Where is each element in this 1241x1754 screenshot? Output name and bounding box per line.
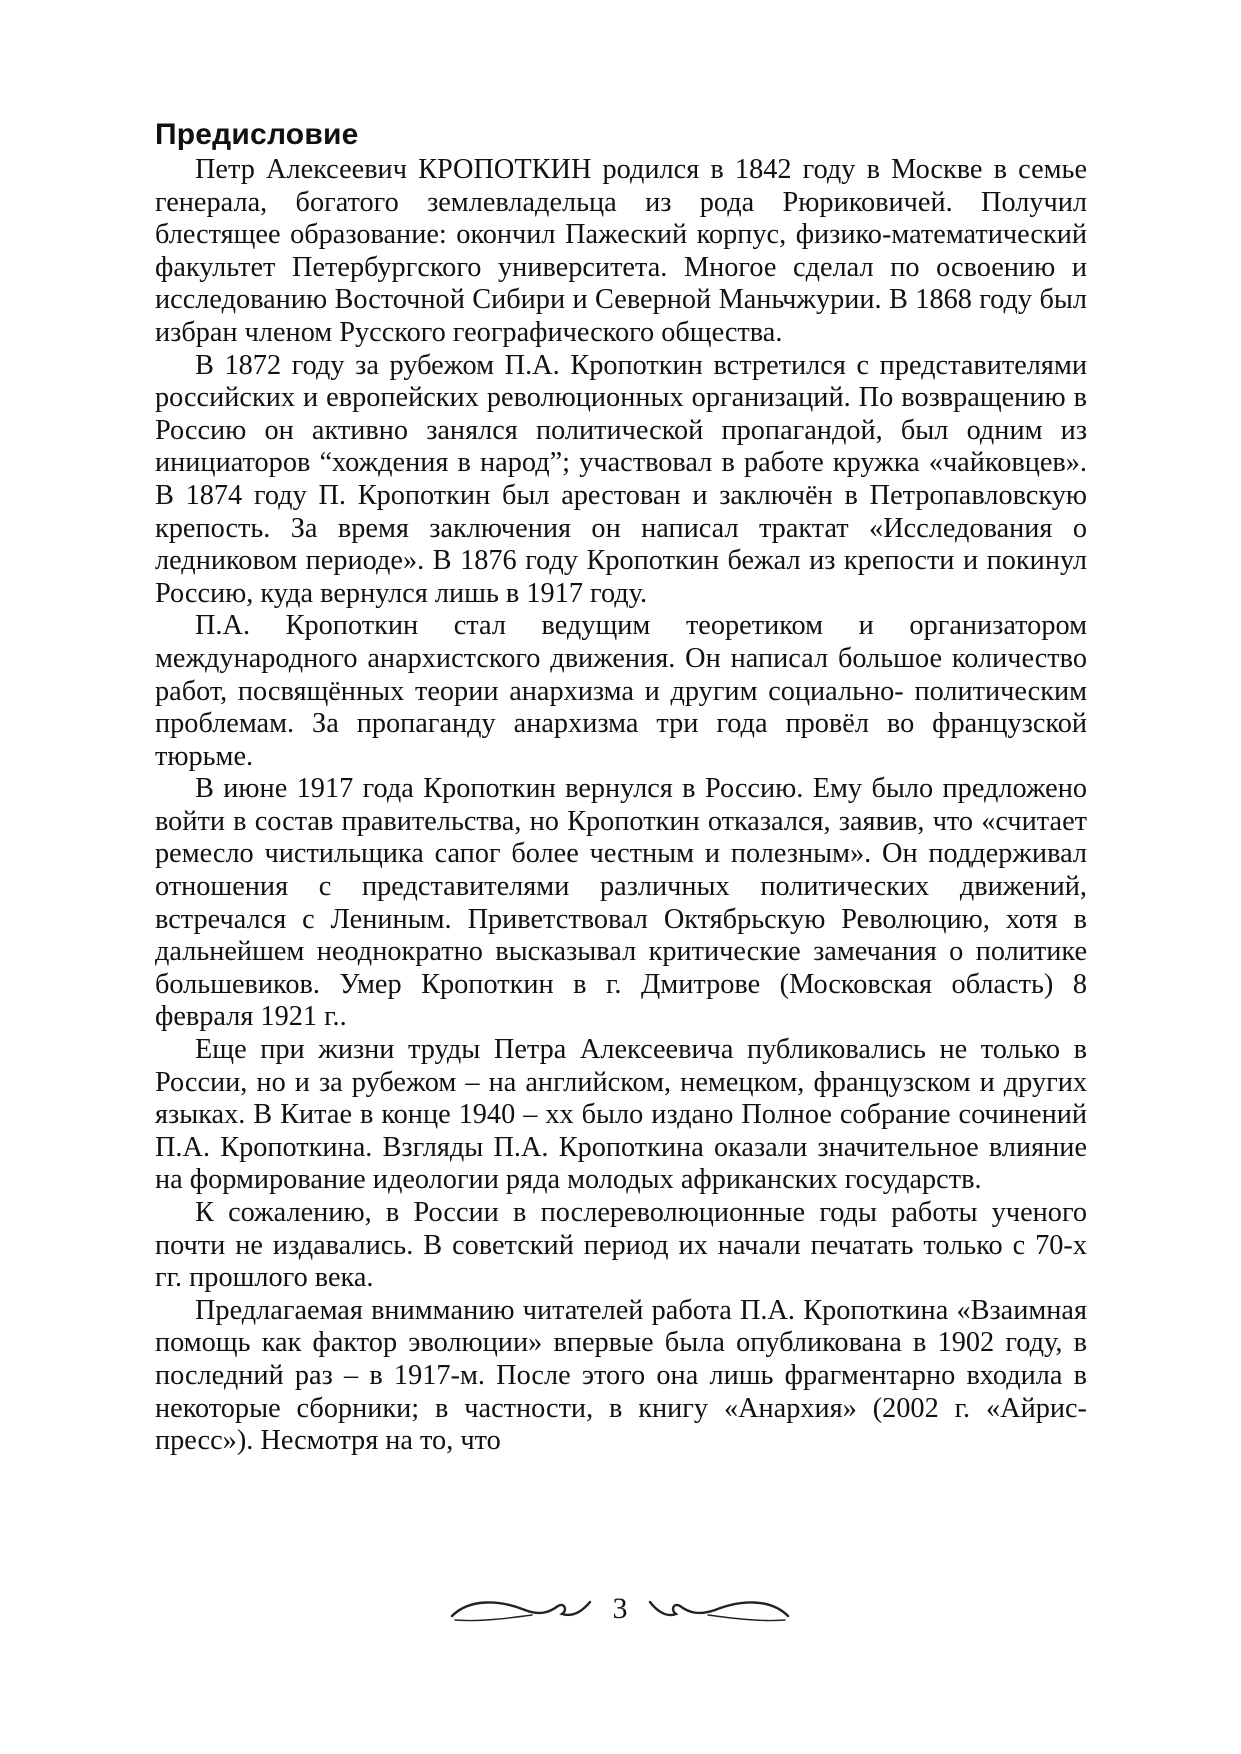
paragraph-mutual-aid: Предлагаемая вниммaнию читателей работа П.А. Кропоткина «Взаимная помощь как фактор эволюции» впервые была опубликована в 1902 году, в последний раз – в 1917-м. После этого она лишь фрагментарно входила в некоторые сборники; в частности, в книгу «Анархия» (2002 г. «Айрис-пресс»). Несмотря на то, что bbox=[155, 1294, 1087, 1457]
page-number: 3 bbox=[612, 1592, 628, 1625]
document-page bbox=[155, 118, 1087, 1458]
paragraph-birth: Петр Алексеевич КРОПОТКИН родился в 1842 году в Москве в семье генерала, богатого землевладельца из рода Рюриковичей. Получил блестящее образование: окончил Пажеский корпус, физико-математический факультет Петербургского университета. Многое сделал по освоению и исследованию Восточной Сибири и Северной Маньчжурии. В 1868 году был избран членом Русского географического общества. bbox=[155, 154, 1087, 348]
paragraph-anarchism: П.А. Кропоткин стал ведущим теоретиком и организатором международного анархистского движения. Он написал большое количество работ, посвящённых теории анархизма и другим социально- политическим проблемам. За пропаганду анархизма три года провёл во французской тюрьме. bbox=[155, 610, 1087, 772]
paragraph-return: В июне 1917 года Кропоткин вернулся в Россию. Ему было предложено войти в состав правительства, но Кропоткин отказался, заявив, что «считает ремесло чистильщика сапог более честным и полезным». Он поддерживал отношения с представителями различных политических движений, встречался с Лениным. Приветствовал Октябрьскую Революцию, хотя в дальнейшем неоднократно высказывал критические замечания о политике большевиков. Умер Кропоткин в г. Дмитрове (Московская область) 8 февраля 1921 г.. bbox=[155, 773, 1087, 1033]
page-footer bbox=[440, 1588, 800, 1638]
paragraph-revolutionary: В 1872 году за рубежом П.А. Кропоткин встретился с представителями российских и европейских революционных организаций. По возвращению в Россию он активно занялся политической пропагандой, был одним из инициаторов “хождения в народ”; участвовал в работе кружка «чайковцев». В 1874 году П. Кропоткин был арестован и заключён в Петропавловскую крепость. За время заключения он написал трактат «Исследования о ледниковом периоде». В 1876 году Кропоткин бежал из крепости и покинул Россию, куда вернулся лишь в 1917 году. bbox=[155, 349, 1087, 609]
paragraph-soviet-period: К сожалению, в России в послереволюционные годы работы ученого почти не издавались. В советский период их начали печатать только с 70-х гг. прошлого века. bbox=[155, 1197, 1087, 1294]
paragraph-publications: Еще при жизни труды Петра Алексеевича публиковались не только в России, но и за рубежом – на английском, немецком, французском и других языках. В Китае в конце 1940 – хх было издано Полное собрание сочинений П.А. Кропоткина. Взгляды П.А. Кропоткина оказали значительное влияние на формирование идеологии ряда молодых африканских государств. bbox=[155, 1034, 1087, 1196]
page-title: Предисловие bbox=[155, 118, 359, 151]
